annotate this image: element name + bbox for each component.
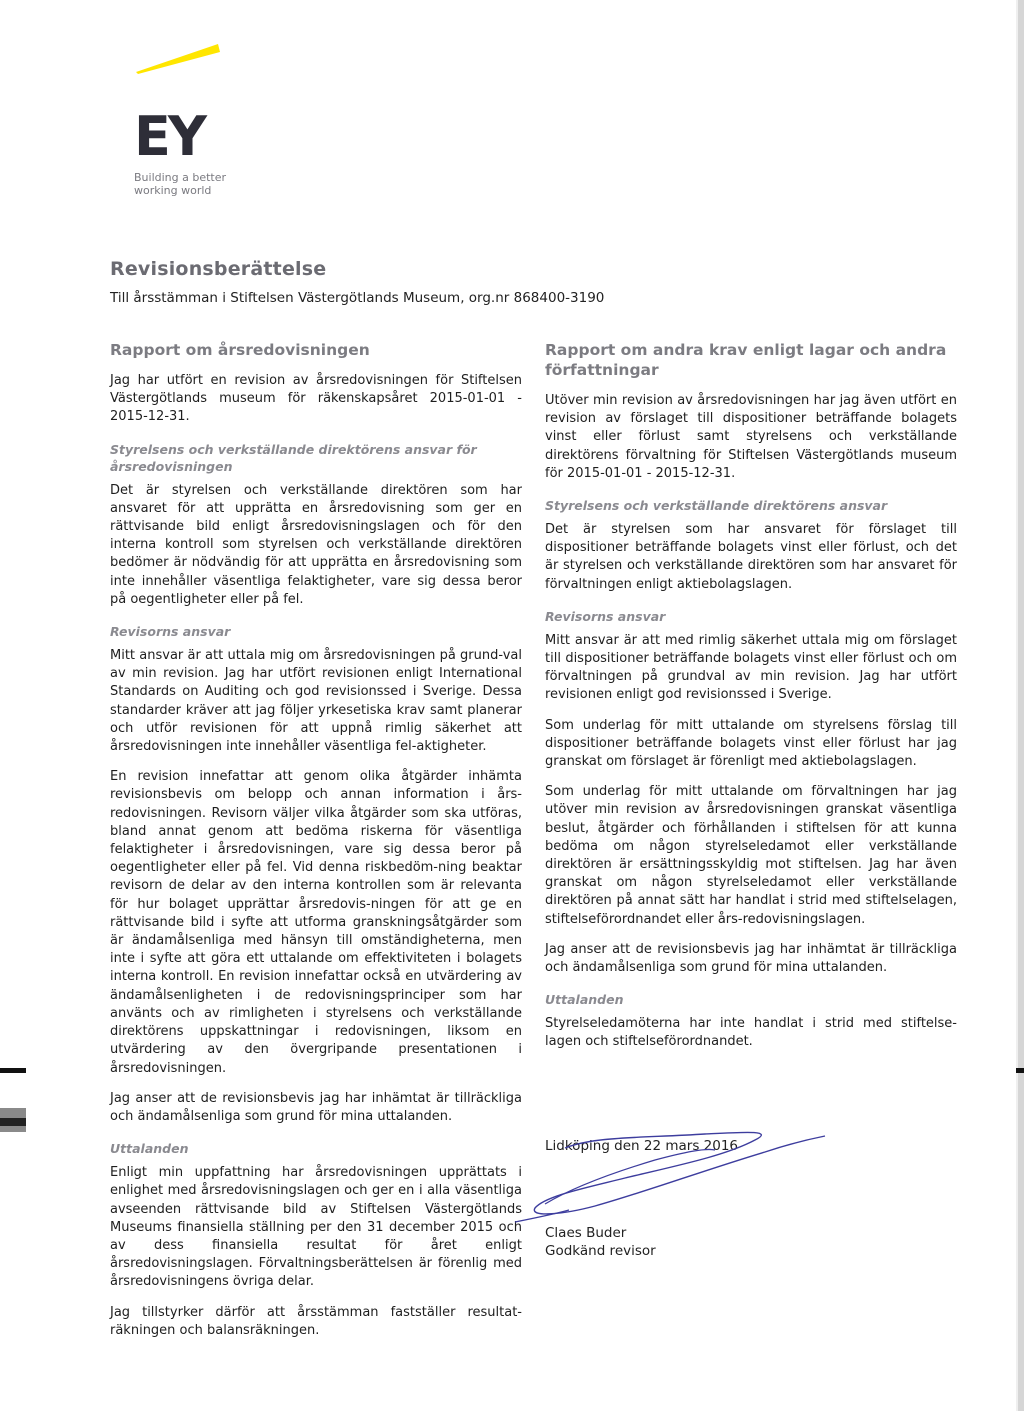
paragraph: Utöver min revision av årsredovisningen har jag även utfört en revision av förslaget till dispositioner beträffande bolagets vinst eller förlust samt styrelsens och verkställande direktörens förvaltning för Stiftelsen Västergötlands museum för 2015-01-01 - 2015-12-31. <box>545 393 957 481</box>
paragraph: Enligt min uppfattning har årsredovisningen upprättats i enlighet med årsredovisningslagen och ger en i alla väsentliga avseenden rättvisande bild av Stiftelsen Västergötlands Museums finansiella ställning per den 31 december 2015 och av dess finansiella resultat för året enligt årsredovisningslagen. Förvaltningsberättelsen är förenlig med årsredovisningens övriga delar. <box>110 1165 522 1290</box>
scan-mark <box>0 1068 26 1073</box>
paragraph: Mitt ansvar är att uttala mig om årsredovisningen på grund-val av min revision. Jag har utfört revisionen enligt International Standards on Auditing och god revisionssed i Sverige. Dessa standarder kräver att jag följer yrkesetiska krav samt planerar och utför revisionen för att uppnå rimlig säkerhet att årsredovisningen inte innehåller väsentliga fel-aktigheter. <box>110 648 522 755</box>
ey-logo-mark: EY <box>134 105 204 168</box>
right-column <box>545 340 957 1064</box>
signer-name: Claes Buder <box>545 1225 627 1241</box>
paragraph: Jag anser att de revisionsbevis jag har inhämtat är tillräckliga och ändamålsenliga som grund för mina uttalanden. <box>545 941 957 976</box>
paragraph: Som underlag för mitt uttalande om styrelsens förslag till dispositioner beträffande bolagets vinst eller förlust har jag granskat om förslaget är förenligt med aktiebolagslagen. <box>545 717 957 770</box>
paragraph: Jag tillstyrker därför att årsstämman fastställer resultat-räkningen och balansräkningen. <box>110 1304 522 1338</box>
signature-place-date: Lidköping den 22 mars 2016 <box>545 1138 739 1154</box>
tagline-line: Building a better <box>134 171 227 184</box>
paragraph: Det är styrelsen som har ansvaret för förslaget till dispositioner beträffande bolagets vinst eller förlust, och det är styrelsen och verkställande direktören som har ansvaret för förvaltningen enligt aktiebolagslagen. <box>545 522 957 592</box>
paragraph: Som underlag för mitt uttalande om förvaltningen har jag utöver min revision av årsredovisningen granskat väsentliga beslut, åtgärder och förhållanden i stiftelsen för att kunna bedöma om någon styrelseledamot eller verkställande direktören är ersättningsskyldig mot stiftelsen. Jag har även granskat om någon styrelseledamot eller verkställande direktören på annat sätt har handlat i strid med stiftelselagen, stiftelseförordnandet eller års-redovisningslagen. <box>545 784 957 927</box>
paragraph: Det är styrelsen och verkställande direktören som har ansvaret för att upprätta en årsredovisning som ger en rättvisande bild enligt årsredovisningslagen och för den interna kontroll som styrelsen och verkställande direktören bedömer är nödvändig för att upprätta en årsredovisning som inte innehåller väsentliga felaktigheter, vare sig dessa beror på oegentligheter eller på fel. <box>110 482 522 607</box>
signer-role: Godkänd revisor <box>545 1243 656 1259</box>
subsection-heading: Styrelsens och verkställande direktörens ansvar <box>545 498 888 514</box>
paragraph: Styrelseledamöterna har inte handlat i strid med stiftelse-lagen och stiftelseförordnandet. <box>545 1016 957 1050</box>
left-column <box>110 340 522 1352</box>
ey-beam-icon <box>130 38 230 78</box>
subsection-heading: Uttalanden <box>545 992 624 1008</box>
paragraph: En revision innefattar att genom olika åtgärder inhämta revisionsbevis om belopp och annan information i års-redovisningen. Revisorn väljer vilka åtgärder som ska utföras, bland annat genom att bedöma riskerna för väsentliga felaktigheter i årsredovisningen, vare sig dessa beror på oegentligheter eller på fel. Vid denna riskbedöm-ning beaktar revisorn de delar av den interna kontrollen som är relevanta för hur bolaget upprättar årsredovis-ningen för att ge en rättvisande bild i syfte att utforma granskningsåtgärder som är ändamålsenliga med hänsyn till omständigheterna, men inte i syfte att göra ett uttalande om effektiviteten i bolagets interna kontroll. En revision innefattar också en utvärdering av ändamålsenligheten i de redovisningsprinciper som har använts och av rimligheten i styrelsens och verkställande direktörens uppskattningar i redovisningen, liksom en utvärdering av den övergripande presentationen i årsredovisningen. <box>110 769 522 1076</box>
paragraph: Jag har utfört en revision av årsredovisningen för Stiftelsen Västergötlands museum för räkenskapsåret 2015-01-01 - 2015-12-31. <box>110 373 522 425</box>
paragraph: Jag anser att de revisionsbevis jag har inhämtat är tillräckliga och ändamålsenliga som grund för mina uttalanden. <box>110 1090 522 1124</box>
signature-block <box>545 1138 845 1268</box>
section-heading: Rapport om andra krav enligt lagar och andra författningar <box>545 341 947 379</box>
section-heading: Rapport om årsredovisningen <box>110 341 370 359</box>
document-subtitle: Till årsstämman i Stiftelsen Västergötlands Museum, org.nr 868400-3190 <box>110 290 605 306</box>
ey-tagline <box>134 171 274 197</box>
subsection-heading: Revisorns ansvar <box>545 608 666 624</box>
scan-mark <box>0 1118 26 1126</box>
tagline-line: working world <box>134 184 212 197</box>
document-title: Revisionsberättelse <box>110 258 327 280</box>
subsection-heading: Styrelsens och verkställande direktörens ansvar för årsredovisningen <box>110 441 477 474</box>
handwritten-signature-icon <box>505 1126 845 1236</box>
paragraph: Mitt ansvar är att med rimlig säkerhet uttala mig om förslaget till dispositioner beträffande bolagets vinst eller förlust och om förvaltningen på grundval av min revision. Jag har utfört revisionen enligt god revisionssed i Sverige. <box>545 632 957 703</box>
subsection-heading: Uttalanden <box>110 1141 189 1157</box>
subsection-heading: Revisorns ansvar <box>110 624 231 640</box>
scan-edge <box>1018 0 1024 1411</box>
ey-logo <box>130 38 270 197</box>
scan-mark <box>1016 1068 1024 1073</box>
